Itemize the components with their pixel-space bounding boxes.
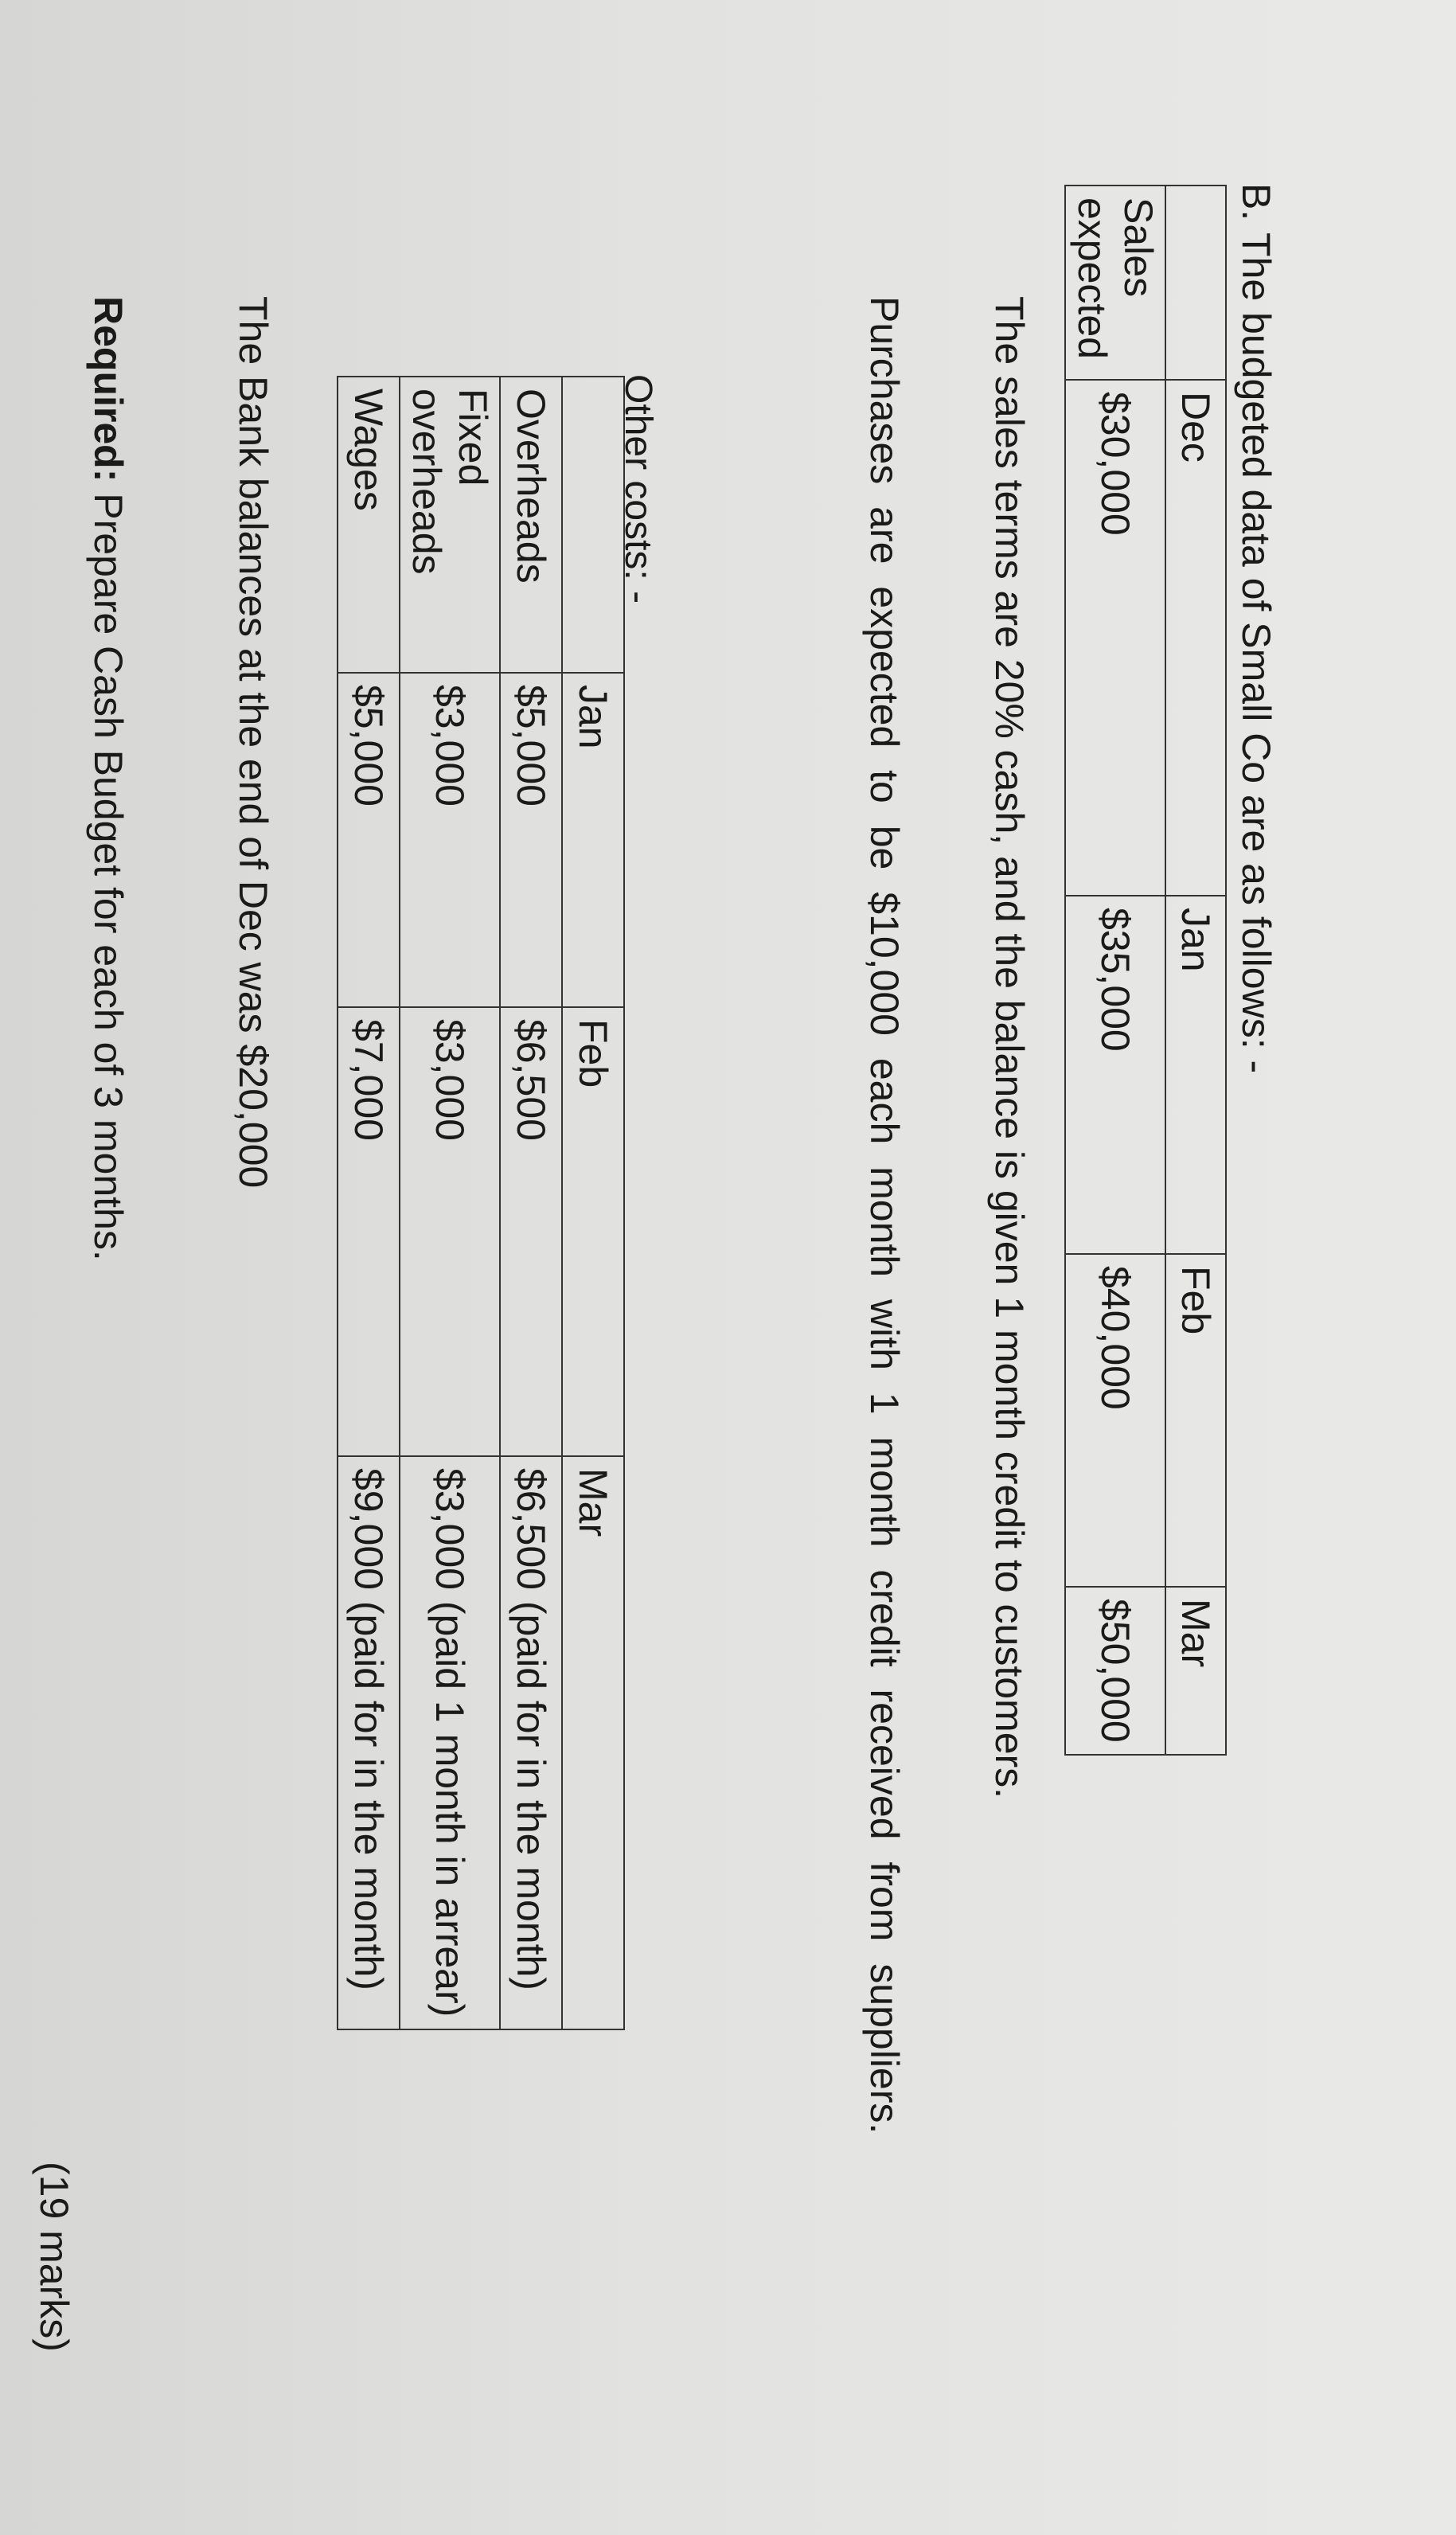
section-label: B.	[1234, 183, 1278, 221]
sales-feb-value: $40,000	[1065, 1254, 1165, 1587]
sales-header-mar: Mar	[1165, 1587, 1226, 1755]
cost-feb-value: $6,500	[500, 1007, 562, 1456]
costs-header-blank	[562, 377, 624, 673]
table-row	[500, 377, 562, 2029]
sales-table-header-row	[1165, 186, 1226, 1755]
required-text: Prepare Cash Budget for each of 3 months.	[86, 493, 131, 1261]
section-heading	[1233, 183, 1279, 1073]
sales-table	[1064, 185, 1227, 1756]
sales-header-dec: Dec	[1165, 380, 1226, 896]
sales-table-row	[1065, 186, 1165, 1755]
sales-jan-value: $35,000	[1065, 896, 1165, 1254]
cost-row-label: Wages	[338, 377, 400, 673]
marks-label: (19 marks)	[32, 2162, 76, 2352]
bank-balance-paragraph: The Bank balances at the end of Dec was $20,000	[231, 296, 275, 1189]
cost-row-label: Fixed overheads	[400, 377, 500, 673]
sales-header-blank	[1165, 186, 1226, 380]
section-heading-text: The budgeted data of Small Co are as follows: -	[1234, 232, 1278, 1074]
purchases-paragraph: Purchases are expected to be $10,000 each month with 1 month credit received from suppliers.	[862, 296, 907, 2135]
sales-header-jan: Jan	[1165, 896, 1226, 1254]
sales-header-feb: Feb	[1165, 1254, 1226, 1587]
other-costs-table	[337, 376, 625, 2030]
required-label: Required:	[86, 296, 131, 482]
table-row	[338, 377, 400, 2029]
costs-header-feb: Feb	[562, 1007, 624, 1456]
cost-jan-value: $3,000	[400, 673, 500, 1007]
sales-mar-value: $50,000	[1065, 1587, 1165, 1755]
cost-mar-value: $6,500 (paid for in the month)	[500, 1456, 562, 2029]
costs-header-jan: Jan	[562, 673, 624, 1007]
required-paragraph	[82, 296, 135, 1261]
other-costs-label: Other costs: -	[617, 374, 659, 604]
sales-terms-paragraph: The sales terms are 20% cash, and the balance is given 1 month credit to customers.	[987, 296, 1032, 1799]
cost-row-label: Overheads	[500, 377, 562, 673]
costs-header-mar: Mar	[562, 1456, 624, 2029]
table-row	[400, 377, 500, 2029]
cost-mar-value: $3,000 (paid 1 month in arrear)	[400, 1456, 500, 2029]
cost-feb-value: $7,000	[338, 1007, 400, 1456]
sales-row-label: Sales expected	[1065, 186, 1165, 380]
sales-dec-value: $30,000	[1065, 380, 1165, 896]
cost-feb-value: $3,000	[400, 1007, 500, 1456]
cost-jan-value: $5,000	[338, 673, 400, 1007]
cost-jan-value: $5,000	[500, 673, 562, 1007]
cost-mar-value: $9,000 (paid for in the month)	[338, 1456, 400, 2029]
costs-table-header-row	[562, 377, 624, 2029]
